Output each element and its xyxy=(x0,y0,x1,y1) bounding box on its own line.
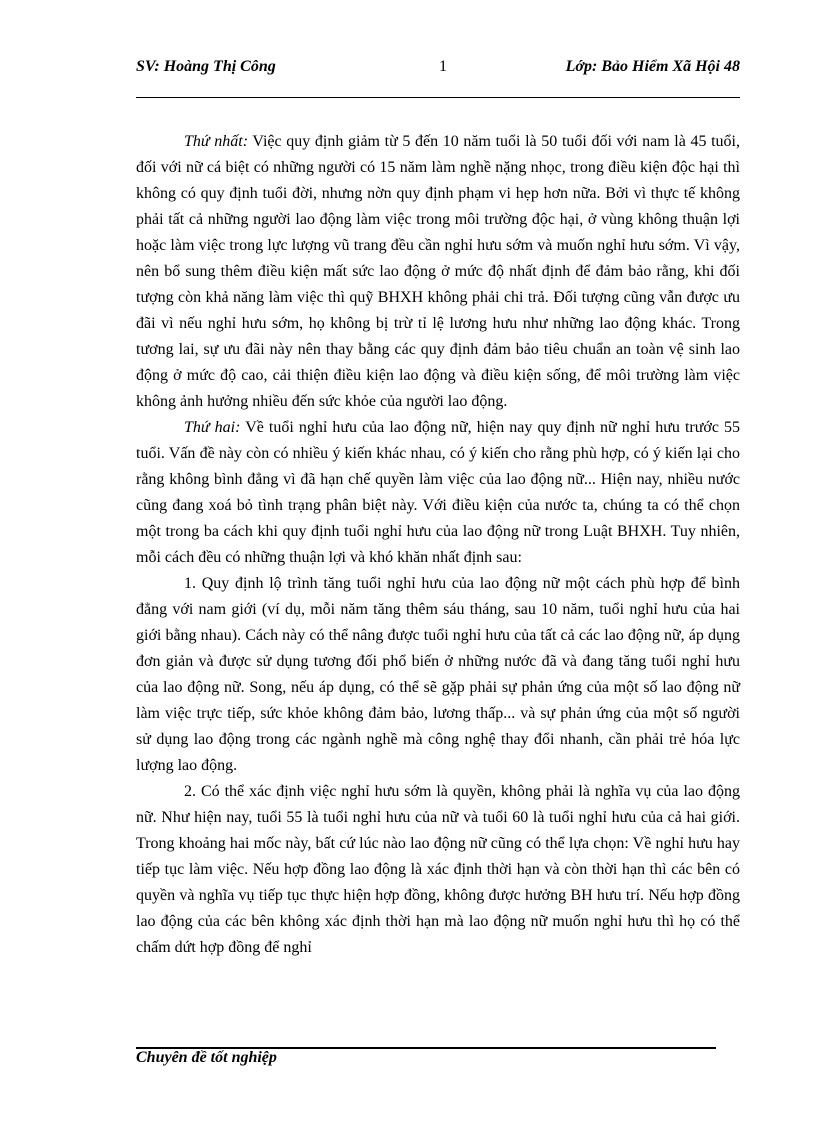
paragraph-text: 1. Quy định lộ trình tăng tuổi nghỉ hưu của lao động nữ một cách phù hợp để bình đẳng với nam giới (ví dụ, mỗi năm tăng thêm sáu tháng, sau 10 năm, tuổi nghỉ hưu của hai giới bằng nhau). Cách này có thể nâng được tuổi nghỉ hưu của tất cả các lao động nữ, áp dụng đơn giản và được sử dụng tương đối phổ biến ở những nước đã và đang tăng tuổi nghỉ hưu của lao động nữ. Song, nếu áp dụng, có thể sẽ gặp phải sự phản ứng của một số lao động nữ làm việc trực tiếp, sức khỏe không đảm bảo, lương thấp... và sự phản ứng của một số người sử dụng lao động trong các ngành nghề mà công nghệ thay đổi nhanh, cần phải trẻ hóa lực lượng lao động. xyxy=(136,575,740,774)
footer-title: Chuyên đề tốt nghiệp xyxy=(136,1049,277,1066)
class-name: Lớp: Bảo Hiểm Xã Hội 48 xyxy=(565,58,740,75)
page-header xyxy=(136,58,740,80)
header-divider xyxy=(136,97,740,98)
student-name: SV: Hoàng Thị Công xyxy=(136,58,276,75)
paragraph-text: Việc quy định giảm từ 5 đến 10 năm tuổi là 50 tuổi đối với nam là 45 tuổi, đối với nữ cá biệt có những người có 15 năm làm nghề nặng nhọc, trong điều kiện độc hại thì không có quy định tuổi đời, nhưng nờn quy định phạm vi hẹp hơn nữa. Bởi vì thực tế không phải tất cả những người lao động làm việc trong môi trường độc hại, ở vùng không thuận lợi hoặc làm việc trong lực lượng vũ trang đều cần nghỉ hưu sớm và muốn nghỉ hưu sớm. Vì vậy, nên bổ sung thêm điều kiện mất sức lao động ở mức độ nhất định để đảm bảo rằng, khi đối tượng còn khả năng làm việc thì quỹ BHXH không phải chi trả. Đối tượng cũng vẫn được ưu đãi vì nếu nghỉ hưu sớm, họ không bị trừ tỉ lệ lương hưu như những lao động khác. Trong tương lai, sự ưu đãi này nên thay bằng các quy định đảm bảo tiêu chuẩn an toàn vệ sinh lao động ở mức độ cao, cải thiện điều kiện lao động và điều kiện sống, để môi trường làm việc không ảnh hưởng nhiều đến sức khỏe của người lao động. xyxy=(136,133,740,410)
paragraph-3 xyxy=(136,571,740,779)
paragraph-lead: Thứ hai: xyxy=(184,419,241,436)
paragraph-1 xyxy=(136,129,740,415)
document-body xyxy=(136,129,740,961)
paragraph-text: 2. Có thể xác định việc nghỉ hưu sớm là quyền, không phải là nghĩa vụ của lao động nữ. Như hiện nay, tuổi 55 là tuổi nghỉ hưu của nữ và tuổi 60 là tuổi nghỉ hưu của cả hai giới. Trong khoảng hai mốc này, bất cứ lúc nào lao động nữ cũng có thể lựa chọn: Về nghỉ hưu hay tiếp tục làm việc. Nếu hợp đồng lao động là xác định thời hạn và còn thời hạn thì các bên có quyền và nghĩa vụ tiếp tục thực hiện hợp đồng, không được hưởng BH hưu trí. Nếu hợp đồng lao động của các bên không xác định thời hạn mà lao động nữ muốn nghỉ hưu thì họ có thể chấm dứt hợp đồng để nghỉ xyxy=(136,783,740,956)
paragraph-2 xyxy=(136,415,740,571)
page-number: 1 xyxy=(439,58,447,75)
paragraph-text: Về tuổi nghỉ hưu của lao động nữ, hiện nay quy định nữ nghỉ hưu trước 55 tuổi. Vấn đề này còn có nhiều ý kiến khác nhau, có ý kiến cho rằng phù hợp, có ý kiến lại cho rằng không bình đẳng vì đã hạn chế quyền làm việc của lao động nữ... Hiện nay, nhiều nước cũng đang xoá bỏ tình trạng phân biệt này. Với điều kiện của nước ta, chúng ta có thể chọn một trong ba cách khi quy định tuổi nghỉ hưu của lao động nữ trong Luật BHXH. Tuy nhiên, mỗi cách đều có những thuận lợi và khó khăn nhất định sau: xyxy=(136,419,740,566)
paragraph-lead: Thứ nhất: xyxy=(184,133,249,150)
paragraph-4 xyxy=(136,779,740,961)
